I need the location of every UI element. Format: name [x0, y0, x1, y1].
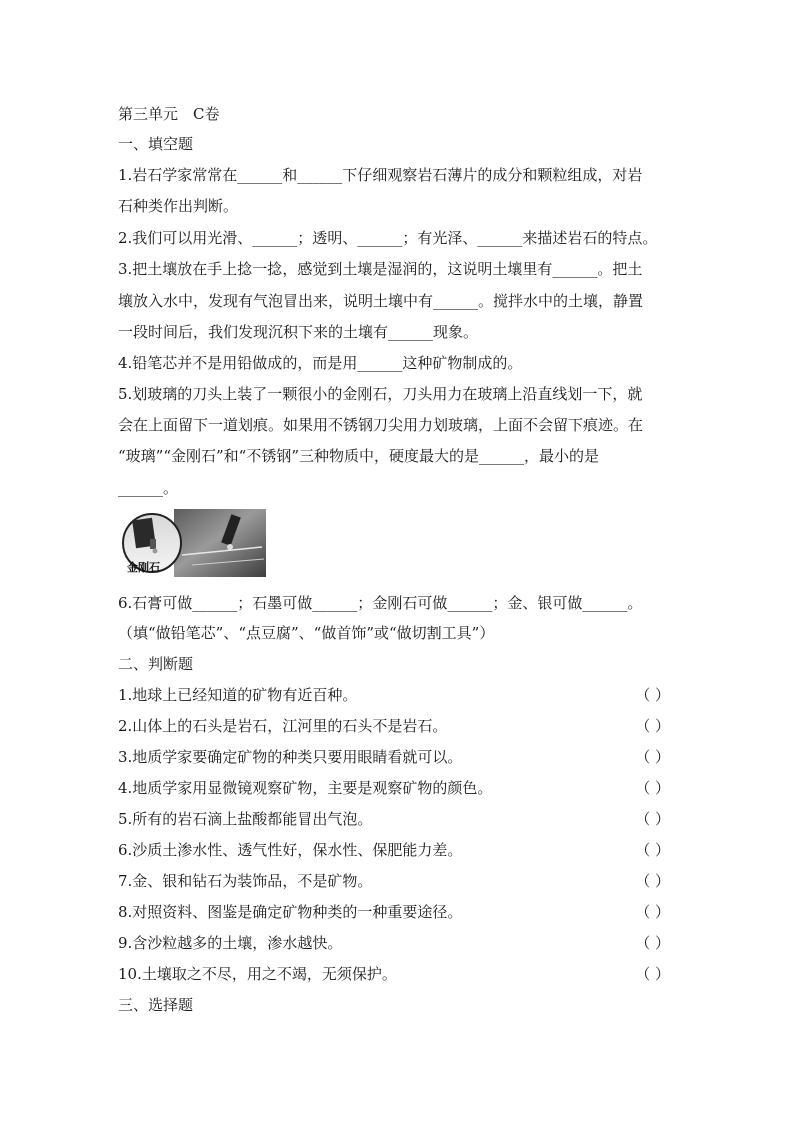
true-false-item: [118, 747, 670, 767]
true-false-text: 1.地球上已经知道的矿物有近百种。: [118, 686, 358, 704]
glass-cutter-figure: [122, 509, 266, 577]
question-5-line-3: “玻璃”“金刚石”和“不锈钢”三种物质中，硬度最大的是______，最小的是: [118, 447, 600, 465]
question-3-line-3: 一段时间后，我们发现沉积下来的土壤有______现象。: [118, 323, 479, 341]
question-6-line-2: （填“做铅笔芯”、“点豆腐”、“做首饰”或“做切割工具”）: [118, 624, 495, 642]
question-5-line-2: 会在上面留下一道划痕。如果用不锈钢刀尖用力划玻璃，上面不会留下痕迹。在: [118, 416, 644, 434]
true-false-text: 5.所有的岩石滴上盐酸都能冒出气泡。: [118, 810, 373, 828]
answer-bracket[interactable]: （ ）: [635, 748, 670, 766]
question-5-line-1: 5.划玻璃的刀头上装了一颗很小的金刚石，刀头用力在玻璃上沿直线划一下，就: [118, 385, 643, 403]
answer-bracket[interactable]: （ ）: [635, 872, 670, 890]
true-false-text: 9.含沙粒越多的土壤，渗水越快。: [118, 934, 343, 952]
answer-bracket[interactable]: （ ）: [635, 934, 670, 952]
true-false-item: [118, 778, 670, 798]
answer-bracket[interactable]: （ ）: [635, 903, 670, 921]
question-1-line-1: 1.岩石学家常常在______和______下仔细观察岩石薄片的成分和颗粒组成，对岩: [118, 166, 643, 184]
true-false-text: 3.地质学家要确定矿物的种类只要用眼睛看就可以。: [118, 748, 463, 766]
true-false-text: 8.对照资料、图鉴是确定矿物种类的一种重要途径。: [118, 903, 463, 921]
section-1-heading: 一、填空题: [118, 135, 194, 153]
answer-bracket[interactable]: （ ）: [635, 717, 670, 735]
answer-bracket[interactable]: （ ）: [635, 841, 670, 859]
answer-bracket[interactable]: （ ）: [635, 779, 670, 797]
true-false-text: 2.山体上的石头是岩石，江河里的石头不是岩石。: [118, 717, 448, 735]
true-false-item: [118, 933, 670, 953]
true-false-item: [118, 716, 670, 736]
question-4: 4.铅笔芯并不是用铅做成的，而是用______这种矿物制成的。: [118, 354, 523, 372]
question-6-line-1: 6.石膏可做______；石墨可做______；金刚石可做______；金、银可做______。: [118, 594, 643, 612]
true-false-item: [118, 685, 670, 705]
true-false-item: [118, 809, 670, 829]
question-2: 2.我们可以用光滑、______；透明、______；有光泽、______来描述岩石的特点。: [118, 229, 658, 247]
figure-label-diamond: 金刚石: [127, 561, 160, 574]
true-false-text: 7.金、银和钻石为装饰品，不是矿物。: [118, 872, 373, 890]
true-false-item: [118, 964, 670, 984]
answer-bracket[interactable]: （ ）: [635, 965, 670, 983]
question-1-line-2: 石种类作出判断。: [118, 197, 239, 215]
true-false-item: [118, 871, 670, 891]
true-false-text: 10.土壤取之不尽，用之不竭，无须保护。: [118, 965, 397, 983]
question-5-line-4: ______。: [118, 479, 179, 497]
answer-bracket[interactable]: （ ）: [635, 810, 670, 828]
question-3-line-2: 壤放入水中，发现有气泡冒出来，说明土壤中有______。搅拌水中的土壤，静置: [118, 292, 644, 310]
unit-title: 第三单元 C卷: [118, 105, 220, 123]
true-false-text: 4.地质学家用显微镜观察矿物，主要是观察矿物的颜色。: [118, 779, 493, 797]
answer-bracket[interactable]: （ ）: [635, 686, 670, 704]
true-false-item: [118, 840, 670, 860]
true-false-item: [118, 902, 670, 922]
section-2-heading: 二、判断题: [118, 655, 194, 673]
section-3-heading: 三、选择题: [118, 996, 194, 1014]
question-3-line-1: 3.把土壤放在手上捻一捻，感觉到土壤是湿润的，这说明土壤里有______。把土: [118, 260, 643, 278]
glass-photo: [174, 509, 266, 577]
true-false-text: 6.沙质土渗水性、透气性好，保水性、保肥能力差。: [118, 841, 463, 859]
